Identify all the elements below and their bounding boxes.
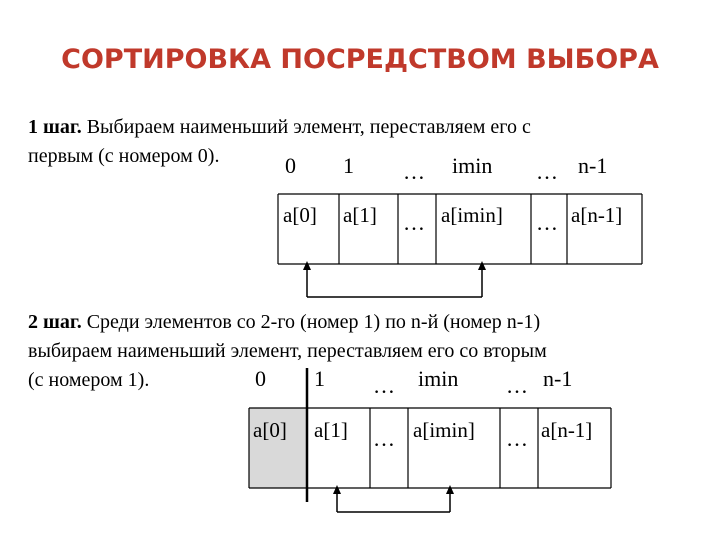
step2-cell-ellipsis-1: …: [373, 426, 396, 451]
step2-cell-a1: a[1]: [314, 418, 348, 442]
step1-line2: первым (с номером 0).: [28, 145, 220, 167]
step1-label: 1 шаг.: [28, 116, 82, 138]
step1-index-imin: imin: [452, 153, 493, 178]
step1-cell-ellipsis-1: …: [403, 210, 426, 235]
step1-cell-a1: a[1]: [343, 203, 377, 227]
step1-cell-ellipsis-2: …: [536, 210, 559, 235]
step2-line2: выбираем наименьший элемент, переставляем его со вторым: [28, 340, 547, 362]
step2-index-ellipsis-1: …: [373, 373, 396, 398]
step2-index-1: 1: [314, 366, 325, 391]
step2-index-imin: imin: [418, 366, 459, 391]
step2-cell-an-1: a[n-1]: [541, 418, 593, 442]
step1-index-0: 0: [285, 153, 296, 178]
step1-index-ellipsis-2: …: [536, 159, 559, 184]
step1-cell-aimin: a[imin]: [441, 203, 503, 227]
step2-index-n-1: n-1: [543, 366, 573, 391]
step2-line1: Среди элементов со 2-го (номер 1) по n-й (номер n-1): [81, 311, 541, 333]
step1-cell-a0: a[0]: [283, 203, 317, 227]
step2-index-0: 0: [255, 366, 266, 391]
step2-cell-a0: a[0]: [253, 418, 287, 442]
step2-line3: (с номером 1).: [28, 369, 150, 391]
step2-cell-aimin: a[imin]: [413, 418, 475, 442]
step2-index-ellipsis-2: …: [506, 373, 529, 398]
page-title: СОРТИРОВКА ПОСРЕДСТВОМ ВЫБОРА: [61, 44, 659, 75]
step1-index-1: 1: [343, 153, 354, 178]
step1-index-n-1: n-1: [578, 153, 608, 178]
step2-cell-ellipsis-2: …: [506, 426, 529, 451]
step2-label: 2 шаг.: [28, 311, 82, 333]
step1-index-ellipsis-1: …: [403, 159, 426, 184]
step1-cell-an-1: a[n-1]: [571, 203, 623, 227]
step1-line1: Выбираем наименьший элемент, переставляем его с: [81, 116, 531, 138]
